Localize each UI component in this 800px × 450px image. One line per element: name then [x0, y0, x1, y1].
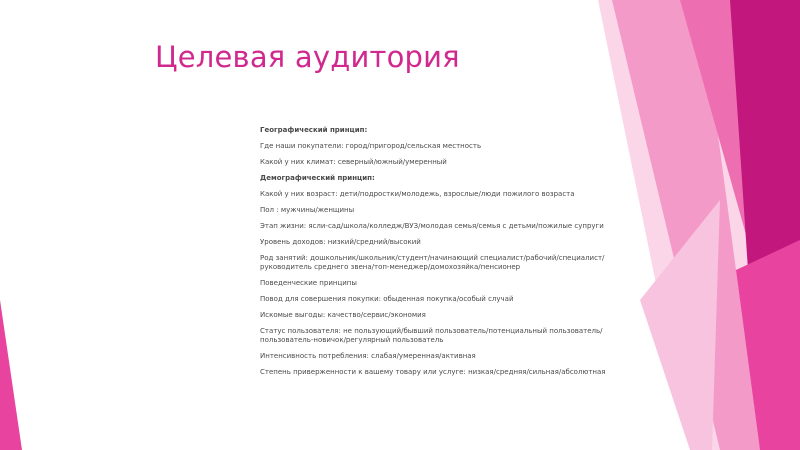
- content-line: Какой у них климат: северный/южный/умеренный: [260, 158, 447, 166]
- slide-title: Целевая аудитория: [155, 40, 460, 74]
- content-line: Интенсивность потребления: слабая/умеренная/активная: [260, 352, 476, 360]
- content-line: Род занятий: дошкольник/школьник/студент/начинающий специалист/рабочий/специалист/руководитель среднего звена/топ-менеджер/домохозяйка/пенсионер: [260, 254, 605, 271]
- content-line: Пол : мужчины/женщины: [260, 206, 355, 214]
- content-line: Искомые выгоды: качество/сервис/экономия: [260, 311, 426, 319]
- content-line: Какой у них возраст: дети/подростки/молодежь, взрослые/люди пожилого возраста: [260, 190, 575, 198]
- content-line: Уровень доходов: низкий/средний/высокий: [260, 238, 421, 246]
- content-line: Статус пользователя: не пользующий/бывший пользователь/потенциальный пользователь/пользователь-новичок/регулярный пользователь: [260, 327, 603, 344]
- content-line: Степень приверженности к вашему товару или услуге: низкая/средняя/сильная/абсолютная: [260, 368, 606, 376]
- section-heading: Демографический принцип:: [260, 174, 375, 182]
- content-line: Где наши покупатели: город/пригород/сельская местность: [260, 142, 482, 150]
- content-line: Этап жизни: ясли-сад/школа/колледж/ВУЗ/молодая семья/семья с детьми/пожилые супруги: [260, 222, 604, 230]
- left-accent-shape: [0, 300, 22, 450]
- section-heading: Географический принцип:: [260, 126, 368, 134]
- content-line: Повод для совершения покупки: обыденная покупка/особый случай: [260, 295, 514, 303]
- content-line: Поведенческие принципы: [260, 279, 357, 287]
- content-block: [260, 126, 620, 384]
